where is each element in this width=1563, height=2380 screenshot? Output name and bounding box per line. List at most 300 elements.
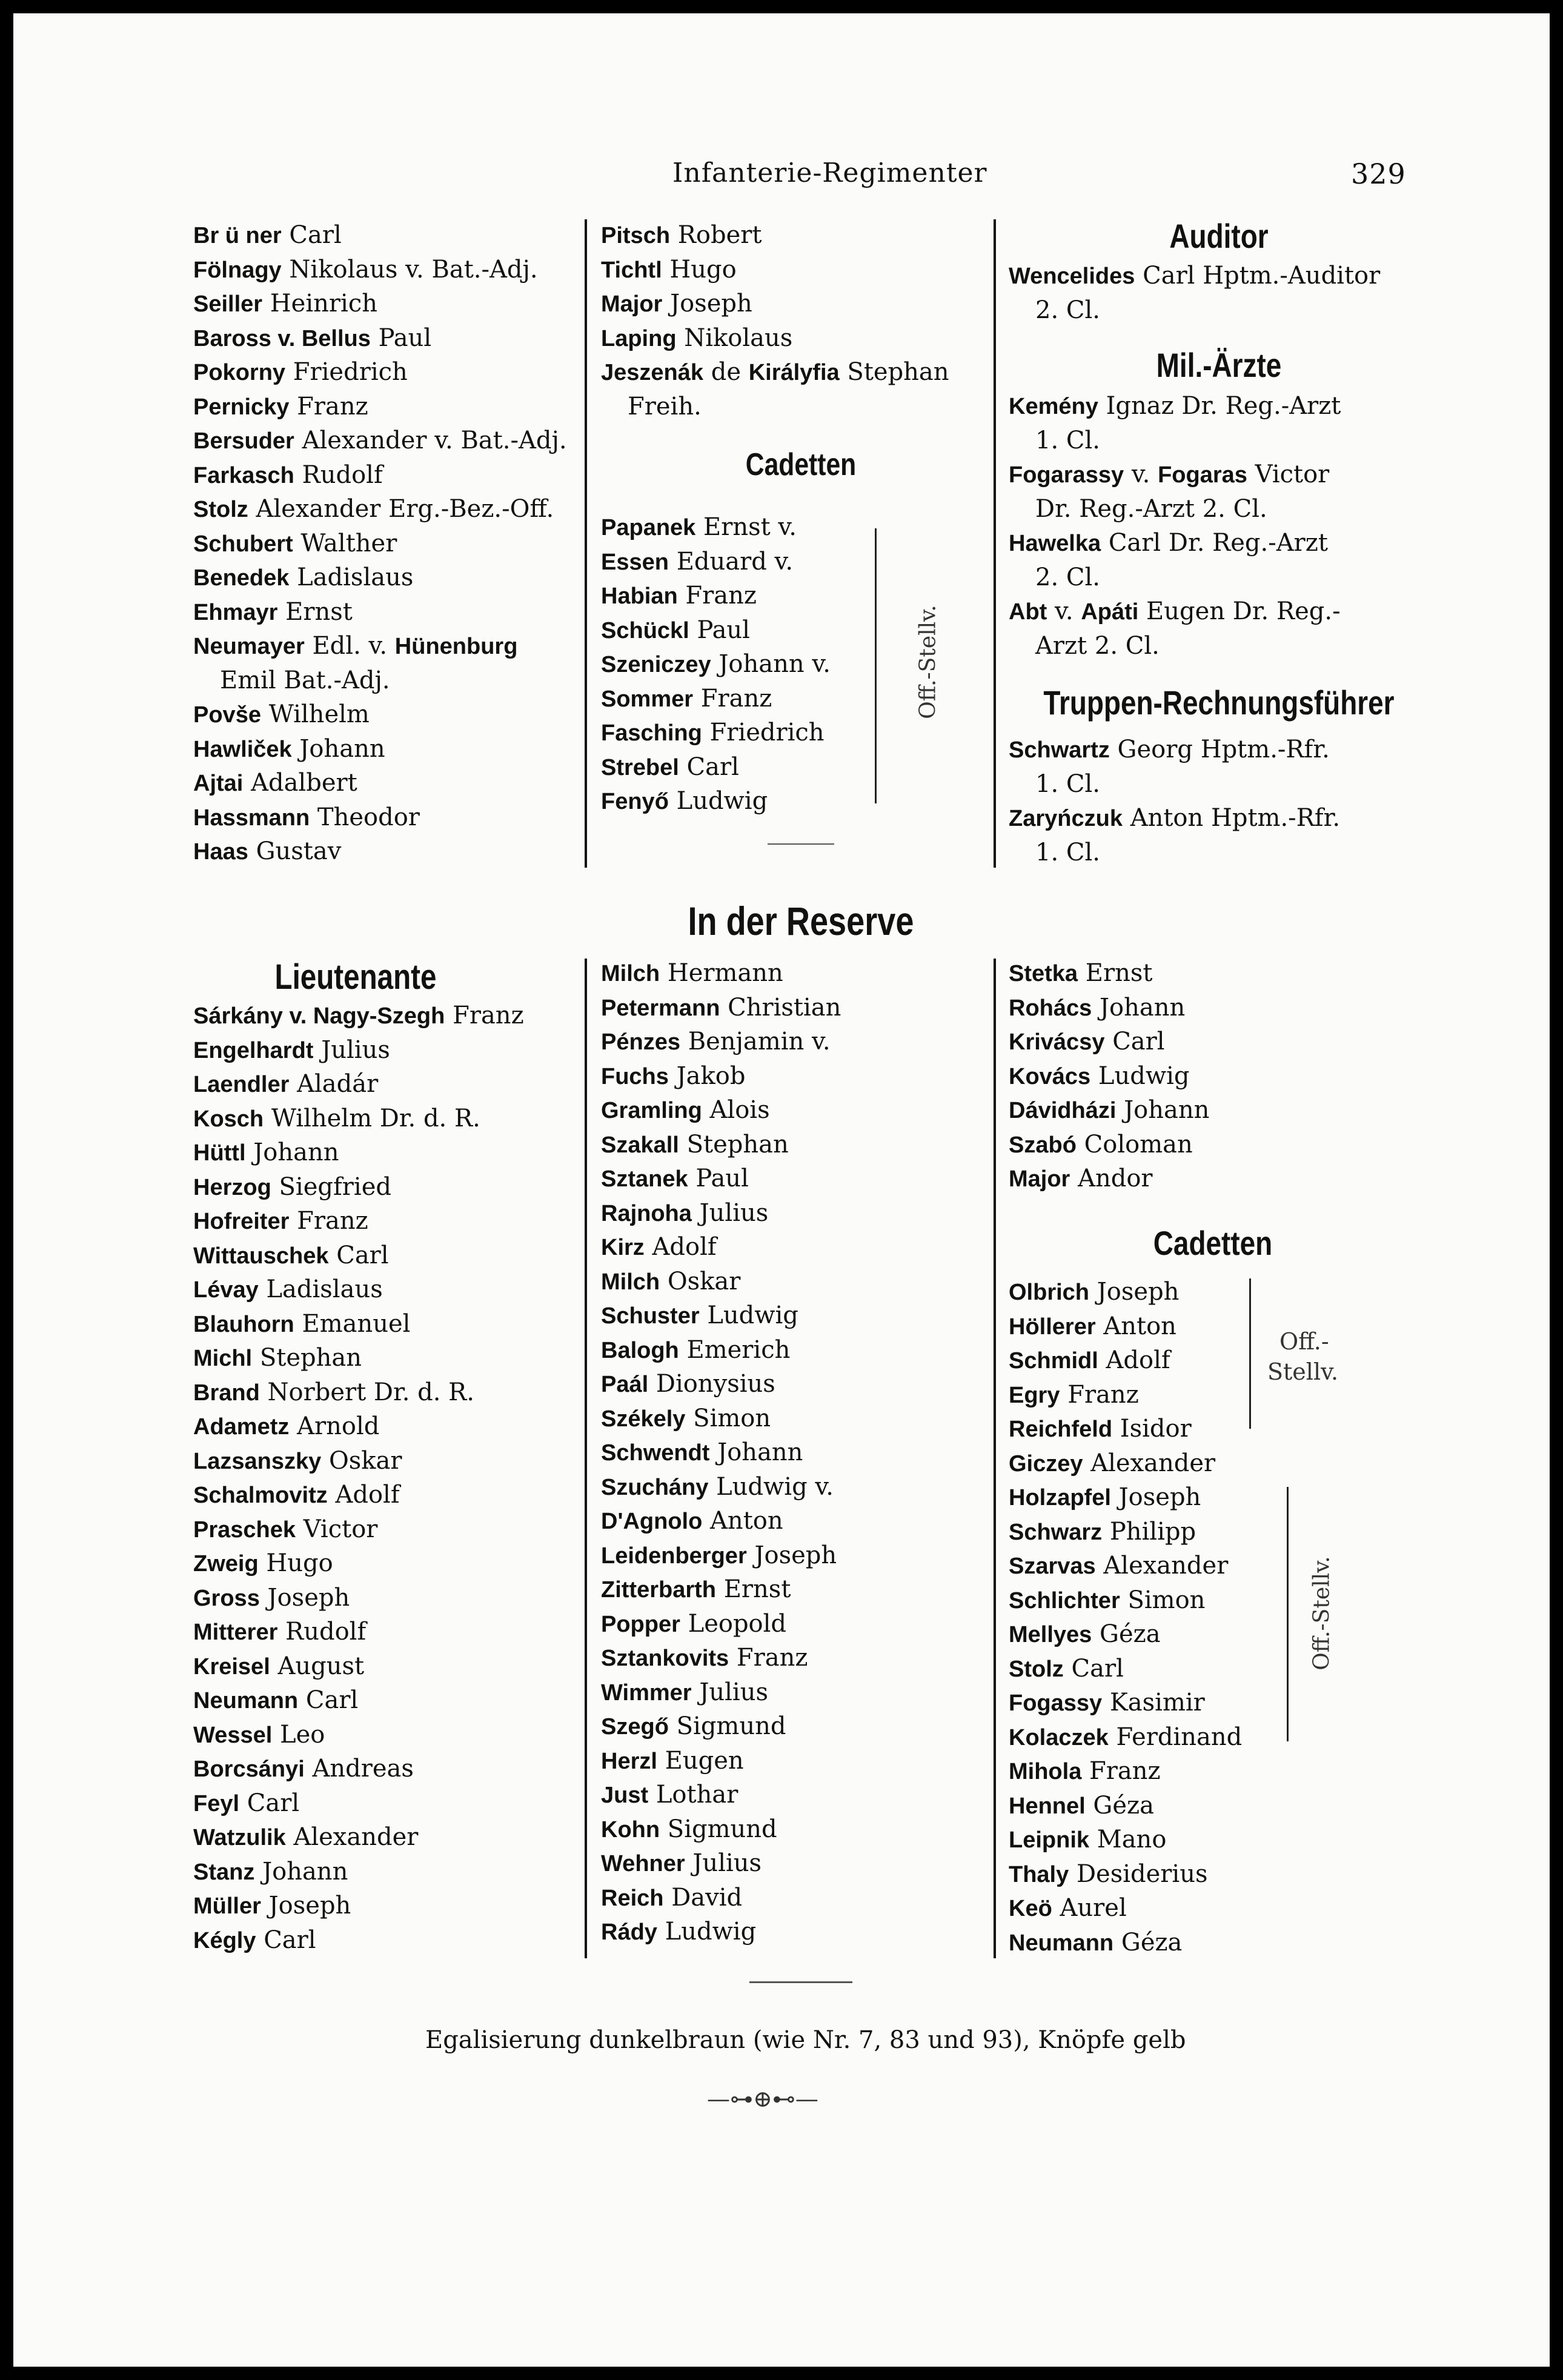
- given-name: Alexander: [293, 1823, 419, 1851]
- given-name: Carl: [264, 1926, 316, 1954]
- given-name: Hugo: [669, 255, 737, 284]
- given-name: Siegfried: [279, 1172, 391, 1201]
- list-item: [601, 287, 989, 321]
- list-item: [601, 1367, 989, 1401]
- list-item: [601, 510, 989, 545]
- surname: Schwartz: [1009, 737, 1110, 763]
- given-name: Joseph: [267, 1583, 350, 1612]
- lieutenante-heading: Lieutenante: [274, 957, 437, 997]
- list-item: [193, 1786, 581, 1821]
- list-item: [601, 321, 989, 356]
- surname: Adametz: [193, 1414, 290, 1440]
- given-name: Jakob: [676, 1062, 746, 1090]
- reserve-heading: In der Reserve: [688, 899, 914, 943]
- given-name: Carl: [336, 1241, 389, 1269]
- list-item: [193, 1546, 581, 1581]
- divider-rule: [768, 843, 834, 845]
- given-name: Dionysius: [655, 1370, 775, 1398]
- surname: Mitterer: [193, 1620, 278, 1645]
- given-name: v.: [1131, 460, 1158, 488]
- surname: Kohn: [601, 1817, 660, 1843]
- list-item: [193, 1307, 581, 1341]
- given-name: Carl: [1112, 1028, 1165, 1055]
- footer-rule: [749, 1981, 852, 1983]
- list-item: [193, 1409, 581, 1444]
- list-item: [193, 766, 581, 800]
- surname: Thaly: [1009, 1861, 1069, 1887]
- given-name: Philipp: [1109, 1517, 1196, 1546]
- surname: Balogh: [601, 1337, 679, 1363]
- list-item: [1009, 1720, 1384, 1755]
- list-item: [193, 1341, 581, 1375]
- list-item: [193, 1855, 581, 1889]
- surname: Rohács: [1009, 995, 1092, 1021]
- given-name: Eugen: [665, 1746, 744, 1775]
- surname: Szakall: [601, 1132, 679, 1158]
- off-stellv-label-1a: Off.-: [1279, 1328, 1329, 1355]
- list-item: [1009, 1891, 1384, 1926]
- surname: Fasching: [601, 720, 702, 746]
- surname: Laping: [601, 325, 677, 351]
- list-item: [193, 527, 581, 561]
- surname: Schlichter: [1009, 1587, 1120, 1614]
- surname: Schubert: [193, 531, 293, 557]
- list-item: [1009, 1480, 1384, 1515]
- list-item: [601, 1298, 989, 1333]
- list-item: [601, 390, 989, 424]
- given-name: David: [671, 1883, 743, 1912]
- rechnung-list: [1009, 733, 1384, 869]
- list-item: [193, 800, 581, 835]
- surname: Fuchs: [601, 1063, 669, 1089]
- surname: Neumann: [1009, 1930, 1114, 1956]
- list-item: [193, 1889, 581, 1923]
- list-item: [601, 1812, 989, 1847]
- list-item: [601, 253, 989, 287]
- list-item: [193, 1649, 581, 1684]
- surname: Sárkány v. Nagy-Szegh: [193, 1003, 445, 1029]
- surname: Fölnagy: [193, 257, 282, 283]
- col1-top-list: [193, 218, 581, 869]
- given-name: Carl Hptm.-Auditor: [1143, 262, 1381, 290]
- given-name: Adolf: [335, 1481, 400, 1509]
- given-name: Leopold: [688, 1609, 787, 1638]
- given-name: Leo: [280, 1720, 325, 1749]
- surname: Bersuder: [193, 428, 294, 454]
- list-item: [193, 1683, 581, 1718]
- surname: Rády: [601, 1920, 657, 1945]
- surname: Rajnoha: [601, 1200, 692, 1226]
- list-item: [601, 1435, 989, 1470]
- surname: Laendler: [193, 1072, 290, 1097]
- given-name: Ladislaus: [297, 563, 414, 591]
- surname: Pitsch: [601, 223, 671, 248]
- surname: Habian: [601, 583, 678, 609]
- list-item: [601, 1607, 989, 1641]
- list-item: [601, 1846, 989, 1881]
- given-name: Wilhelm: [268, 700, 370, 728]
- list-item: [1009, 956, 1384, 991]
- list-item: [193, 218, 581, 253]
- given-name: Alexander Erg.-Bez.-Off.: [256, 495, 554, 523]
- surname: Stolz: [1009, 1656, 1064, 1682]
- list-item: [193, 287, 581, 321]
- given-name: Franz: [736, 1644, 808, 1672]
- given-name: Sigmund: [676, 1712, 786, 1740]
- surname: Seiller: [193, 291, 263, 317]
- given-name: Lothar: [655, 1781, 738, 1809]
- given-name: Victor: [303, 1515, 378, 1543]
- given-name: Alexander v. Bat.-Adj.: [302, 427, 567, 454]
- auditor-list: [1009, 259, 1384, 327]
- surname: Blauhorn: [193, 1311, 294, 1337]
- surname: Hofreiter: [193, 1209, 290, 1234]
- given-name: Ernst: [723, 1575, 791, 1603]
- given-name: Franz: [297, 392, 368, 420]
- surname: Leipnik: [1009, 1827, 1090, 1853]
- given-name: Coloman: [1084, 1130, 1193, 1158]
- given-name: Adalbert: [251, 769, 357, 797]
- list-item: [1009, 1412, 1384, 1446]
- list-item: [193, 355, 581, 390]
- surname: Br ü ner: [193, 223, 282, 248]
- surname: Kégly: [193, 1927, 256, 1953]
- surname: Essen: [601, 549, 669, 575]
- list-item: [1009, 1093, 1384, 1128]
- list-item: [193, 1752, 581, 1786]
- list-item: [193, 1067, 581, 1102]
- list-item: [601, 1265, 989, 1299]
- given-name: Anton: [1103, 1312, 1176, 1340]
- list-item: [1009, 1823, 1384, 1857]
- surname: Schalmovitz: [193, 1483, 328, 1508]
- page-number: 329: [1351, 158, 1406, 190]
- given-name: Carl: [305, 1686, 359, 1714]
- given-name: Theodor: [317, 803, 420, 831]
- surname: Sommer: [601, 686, 694, 712]
- surname: Pénzes: [601, 1029, 680, 1055]
- cadetten-reserve-heading: Cadetten: [1153, 1224, 1273, 1262]
- aerzte-heading: Mil.-Ärzte: [1156, 346, 1282, 384]
- surname: Krivácsy: [1009, 1029, 1105, 1055]
- col1-reserve-list: [193, 999, 581, 1957]
- column-divider: [994, 959, 996, 1958]
- list-item: [1009, 526, 1384, 560]
- given-name: Johann: [253, 1138, 339, 1166]
- given-name: Franz: [1067, 1380, 1139, 1409]
- surname: Leidenberger: [601, 1543, 747, 1569]
- given-name: Simon: [693, 1404, 771, 1432]
- surname: Hawelka: [1009, 531, 1101, 556]
- given-name: Franz: [453, 1002, 524, 1029]
- given-name: de: [711, 358, 749, 386]
- entry-continuation: Emil Bat.-Adj.: [220, 666, 390, 694]
- surname: Lévay: [193, 1277, 259, 1303]
- list-item: [193, 1478, 581, 1512]
- list-item: [601, 545, 989, 579]
- list-item: [601, 1162, 989, 1196]
- list-item: [193, 1615, 581, 1649]
- given-name: Isidor: [1120, 1415, 1192, 1443]
- given-name: Aurel: [1060, 1894, 1127, 1922]
- given-name: Nikolaus: [684, 324, 793, 352]
- list-item: [193, 1375, 581, 1410]
- auditor-heading: Auditor: [1169, 217, 1269, 255]
- given-name: Ferdinand: [1116, 1723, 1243, 1751]
- cadetten-heading: Cadetten: [745, 447, 857, 482]
- surname: Gross: [193, 1585, 260, 1611]
- surname: Watzulik: [193, 1825, 286, 1850]
- given-name: August: [277, 1652, 365, 1680]
- list-item: [1009, 801, 1384, 836]
- list-item: [193, 424, 581, 458]
- list-item: [601, 1675, 989, 1710]
- entry-continuation: Dr. Reg.-Arzt 2. Cl.: [1035, 494, 1267, 523]
- list-item: [601, 1504, 989, 1538]
- list-item: [1009, 1926, 1384, 1960]
- given-name: Eduard v.: [676, 547, 794, 576]
- list-item: [1009, 836, 1384, 870]
- given-name: Adolf: [1106, 1346, 1170, 1374]
- surname: Papanek: [601, 515, 696, 540]
- given-name: Johann v.: [718, 650, 831, 678]
- surname: Borcsányi: [193, 1757, 305, 1782]
- given-name: Julius: [692, 1849, 762, 1877]
- surname: Baross v. Bellus: [193, 325, 371, 351]
- given-name: Ernst: [285, 597, 353, 626]
- given-name: Simon: [1127, 1586, 1206, 1614]
- list-item: [1009, 629, 1384, 663]
- surname: Olbrich: [1009, 1280, 1090, 1305]
- surname: Dávidházi: [1009, 1098, 1117, 1123]
- given-name: Benjamin v.: [688, 1028, 831, 1055]
- list-item: [1009, 1754, 1384, 1789]
- given-name: Alexander: [1103, 1552, 1229, 1580]
- given-name: Stephan: [686, 1130, 789, 1158]
- surname: Kolaczek: [1009, 1724, 1109, 1750]
- list-item: [193, 1272, 581, 1307]
- surname: Paál: [601, 1372, 649, 1397]
- list-item: [601, 750, 989, 785]
- given-name: Ludwig: [707, 1301, 798, 1329]
- given-name: Carl: [247, 1789, 300, 1817]
- given-name: Ludwig: [676, 787, 768, 815]
- list-item: [601, 956, 989, 991]
- given-name: Hermann: [667, 959, 783, 987]
- given-name: Joseph: [1097, 1278, 1180, 1306]
- given-name: Oskar: [667, 1267, 741, 1295]
- list-item: [601, 1470, 989, 1504]
- surname: Reichfeld: [1009, 1417, 1113, 1442]
- given-name: Kasimir: [1109, 1689, 1205, 1717]
- list-item: [1009, 594, 1384, 629]
- given-name: Ignaz Dr. Reg.-Arzt: [1106, 392, 1341, 420]
- list-item: [601, 1572, 989, 1607]
- given-name: Gustav: [256, 837, 342, 865]
- surname: Major: [1009, 1166, 1070, 1192]
- given-name: Ernst: [1085, 959, 1153, 987]
- surname: Királyfia: [748, 360, 840, 385]
- surname: Haas: [193, 839, 248, 865]
- given-name: Joseph: [268, 1892, 351, 1920]
- given-name: Paul: [695, 1165, 749, 1192]
- list-item: [193, 629, 581, 663]
- given-name: Franz: [700, 684, 772, 713]
- list-item: [601, 1196, 989, 1231]
- surname: Hünenburg: [394, 634, 518, 659]
- entry-continuation: Arzt 2. Cl.: [1035, 631, 1160, 660]
- list-item: [193, 1238, 581, 1273]
- given-name: Johann: [717, 1438, 803, 1466]
- surname: Höllerer: [1009, 1314, 1096, 1340]
- given-name: Rudolf: [302, 460, 383, 489]
- list-item: [193, 253, 581, 287]
- list-item: [1009, 560, 1384, 595]
- list-item: [193, 1512, 581, 1547]
- surname: Kovács: [1009, 1063, 1091, 1089]
- given-name: Ludwig: [1098, 1062, 1190, 1090]
- given-name: Carl: [1071, 1654, 1124, 1683]
- surname: Schuster: [601, 1303, 700, 1329]
- off-stellv-brace-1: [1243, 1278, 1251, 1429]
- list-item: [1009, 492, 1384, 527]
- ornament-icon: —⊶⊕⊷—: [707, 2086, 818, 2112]
- list-item: [601, 1709, 989, 1744]
- surname: Fenyő: [601, 789, 669, 814]
- surname: Müller: [193, 1893, 261, 1919]
- given-name: Johann: [299, 734, 385, 763]
- off-stellv-label-2: Off.-Stellv.: [1309, 1556, 1335, 1670]
- list-item: [601, 355, 989, 390]
- given-name: Arnold: [297, 1412, 380, 1440]
- list-item: [1009, 1446, 1384, 1481]
- given-name: Géza: [1121, 1928, 1183, 1956]
- surname: Petermann: [601, 995, 720, 1021]
- entry-continuation: 1. Cl.: [1035, 426, 1100, 454]
- surname: Szabó: [1009, 1132, 1077, 1158]
- list-item: [1009, 389, 1384, 424]
- list-item: [601, 1025, 989, 1059]
- surname: Wimmer: [601, 1680, 692, 1706]
- given-name: Ludwig: [665, 1918, 757, 1946]
- given-name: Paul: [378, 324, 432, 352]
- given-name: Emerich: [686, 1335, 791, 1364]
- list-item: [601, 1230, 989, 1265]
- given-name: Heinrich: [270, 290, 377, 317]
- list-item: [1009, 424, 1384, 458]
- given-name: Ernst v.: [703, 513, 797, 541]
- surname: Reich: [601, 1885, 664, 1911]
- footer-note: Egalisierung dunkelbraun (wie Nr. 7, 83 und 93), Knöpfe gelb: [425, 2026, 1186, 2054]
- given-name: Oskar: [328, 1446, 402, 1475]
- list-item: [193, 1135, 581, 1170]
- list-item: [601, 991, 989, 1025]
- col3-reserve-list: [1009, 956, 1384, 1196]
- list-item: [601, 1744, 989, 1778]
- list-item: [193, 834, 581, 869]
- surname: Fogarassy: [1009, 462, 1124, 488]
- surname: Hawliček: [193, 736, 292, 762]
- surname: Zweig: [193, 1551, 259, 1577]
- surname: Just: [601, 1783, 649, 1808]
- surname: Brand: [193, 1380, 260, 1406]
- list-item: [1009, 1275, 1384, 1309]
- given-name: Adolf: [652, 1233, 717, 1261]
- surname: Abt: [1009, 599, 1047, 625]
- given-name: Ludwig v.: [716, 1472, 834, 1501]
- given-name: Alois: [709, 1096, 770, 1124]
- off-stellv-brace-2: [1281, 1487, 1289, 1741]
- surname: Szuchány: [601, 1474, 709, 1500]
- given-name: Carl Dr. Reg.-Arzt: [1108, 529, 1328, 557]
- list-item: [1009, 1789, 1384, 1823]
- surname: Fogaras: [1158, 462, 1247, 488]
- list-item: [1009, 767, 1384, 802]
- list-item: [1009, 1059, 1384, 1094]
- surname: Schückl: [601, 617, 689, 643]
- list-item: [1009, 1128, 1384, 1162]
- list-item: [601, 784, 989, 819]
- column-divider: [585, 959, 587, 1958]
- given-name: Mano: [1097, 1826, 1167, 1853]
- given-name: Johann: [262, 1857, 348, 1886]
- surname: Stetka: [1009, 961, 1078, 986]
- given-name: Anton Hptm.-Rfr.: [1130, 804, 1341, 832]
- list-item: [601, 1881, 989, 1915]
- surname: Sztanek: [601, 1166, 688, 1192]
- given-name: Franz: [685, 582, 757, 610]
- entry-continuation: 2. Cl.: [1035, 296, 1100, 324]
- given-name: v.: [1055, 597, 1081, 625]
- given-name: Eugen Dr. Reg.-: [1138, 597, 1341, 625]
- surname: Povše: [193, 702, 261, 728]
- list-item: [601, 1778, 989, 1812]
- list-item: [1009, 293, 1384, 328]
- surname: Major: [601, 291, 663, 317]
- given-name: Julius: [699, 1198, 769, 1227]
- surname: Zaryńczuk: [1009, 806, 1123, 831]
- given-name: Julius: [699, 1678, 768, 1706]
- list-item: [1009, 457, 1384, 492]
- surname: Székely: [601, 1406, 686, 1432]
- surname: Schwendt: [601, 1440, 710, 1466]
- page: [13, 13, 1550, 2367]
- given-name: Andreas: [312, 1755, 414, 1783]
- surname: Keö: [1009, 1896, 1052, 1921]
- list-item: [193, 321, 581, 356]
- given-name: Johann: [1100, 993, 1186, 1022]
- list-item: [1009, 1162, 1384, 1196]
- list-item: [193, 1170, 581, 1205]
- surname: Engelhardt: [193, 1037, 314, 1063]
- surname: Fogassy: [1009, 1690, 1103, 1716]
- given-name: Andor: [1078, 1165, 1153, 1192]
- list-item: [193, 1102, 581, 1136]
- given-name: Stephan: [259, 1344, 362, 1372]
- surname: Stolz: [193, 497, 248, 522]
- surname: Farkasch: [193, 462, 294, 488]
- list-item: [193, 732, 581, 766]
- surname: Szegő: [601, 1714, 669, 1740]
- surname: Kosch: [193, 1106, 264, 1132]
- list-item: [193, 1033, 581, 1068]
- list-item: [1009, 991, 1384, 1025]
- surname: Tichtl: [601, 257, 662, 283]
- given-name: Emanuel: [302, 1309, 411, 1338]
- list-item: [601, 1059, 989, 1094]
- off-stellv-label: Off.-Stellv.: [915, 605, 941, 719]
- off-stellv-brace: [869, 528, 877, 803]
